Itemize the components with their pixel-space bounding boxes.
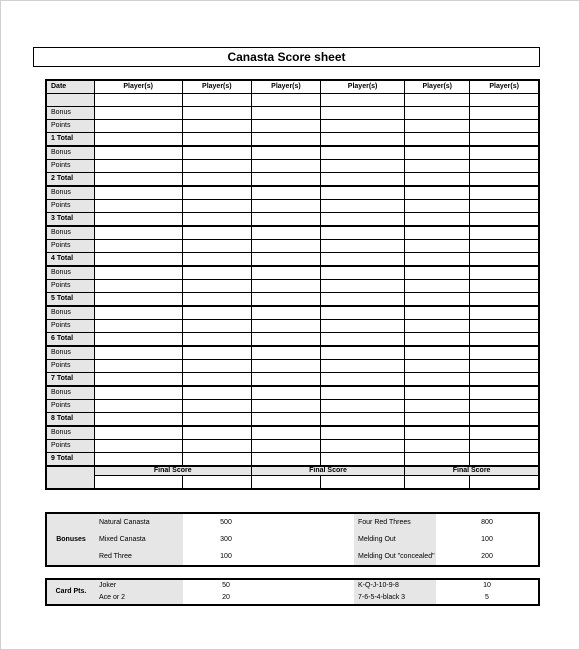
score-cell[interactable]: [470, 186, 539, 200]
row-label: Points: [46, 240, 94, 253]
score-cell[interactable]: [94, 440, 182, 453]
final-score-label: Final Score: [94, 466, 251, 476]
score-cell[interactable]: [470, 293, 539, 307]
item-name: Melding Out "concealed": [354, 548, 436, 565]
score-cell[interactable]: [251, 107, 320, 120]
table-row: [46, 240, 539, 253]
score-cell[interactable]: [251, 400, 320, 413]
table-row: [46, 453, 539, 467]
score-cell[interactable]: [405, 146, 470, 160]
score-cell[interactable]: [321, 360, 405, 373]
score-cell[interactable]: [321, 320, 405, 333]
score-cell[interactable]: [94, 226, 182, 240]
item-name: K-Q-J-10-9-8: [354, 580, 436, 592]
item-value: 800: [481, 518, 493, 526]
table-row: [46, 213, 539, 227]
score-cell[interactable]: [182, 120, 251, 133]
score-cell[interactable]: [182, 333, 251, 347]
score-cell[interactable]: [94, 426, 182, 440]
score-cell[interactable]: [405, 186, 470, 200]
score-cell[interactable]: [321, 173, 405, 187]
score-cell[interactable]: [470, 320, 539, 333]
player-header: Player(s): [470, 80, 539, 94]
final-score-cell[interactable]: [405, 476, 470, 490]
bonuses-table: [45, 512, 540, 567]
item-value: 500: [220, 518, 232, 526]
table-row: [46, 200, 539, 213]
score-cell[interactable]: [94, 146, 182, 160]
score-cell[interactable]: [321, 280, 405, 293]
score-cell[interactable]: [251, 440, 320, 453]
table-row: [47, 548, 538, 565]
score-cell[interactable]: [251, 413, 320, 427]
score-cell[interactable]: [405, 400, 470, 413]
score-cell[interactable]: [182, 107, 251, 120]
row-label: Bonus: [46, 306, 94, 320]
row-label: Points: [46, 200, 94, 213]
row-label: [46, 94, 94, 107]
table-row: [46, 293, 539, 307]
score-cell[interactable]: [94, 280, 182, 293]
score-cell[interactable]: [321, 240, 405, 253]
score-cell[interactable]: [321, 266, 405, 280]
score-cell[interactable]: [182, 373, 251, 387]
row-label: 3 Total: [46, 213, 94, 227]
score-cell[interactable]: [470, 240, 539, 253]
score-cell[interactable]: [251, 453, 320, 467]
score-cell[interactable]: [182, 200, 251, 213]
score-cell[interactable]: [405, 386, 470, 400]
score-cell[interactable]: [94, 293, 182, 307]
score-cell[interactable]: [405, 226, 470, 240]
final-score-label: Final Score: [405, 466, 539, 476]
item-value: 10: [483, 582, 491, 589]
score-cell[interactable]: [321, 400, 405, 413]
score-cell[interactable]: [94, 266, 182, 280]
score-cell[interactable]: [94, 200, 182, 213]
score-cell[interactable]: [94, 94, 182, 107]
spacer-cell: [269, 531, 354, 548]
score-cell[interactable]: [251, 426, 320, 440]
score-cell[interactable]: [182, 266, 251, 280]
score-cell[interactable]: [182, 453, 251, 467]
item-name: Natural Canasta: [95, 514, 183, 531]
score-cell[interactable]: [94, 173, 182, 187]
score-cell[interactable]: [405, 253, 470, 267]
score-cell[interactable]: [321, 306, 405, 320]
item-value: 100: [220, 552, 232, 560]
score-cell[interactable]: [182, 213, 251, 227]
score-cell[interactable]: [251, 360, 320, 373]
score-cell[interactable]: [405, 280, 470, 293]
score-cell[interactable]: [321, 94, 405, 107]
score-cell[interactable]: [405, 293, 470, 307]
item-name: Red Three: [95, 548, 183, 565]
score-cell[interactable]: [470, 373, 539, 387]
table-row: [46, 440, 539, 453]
row-label: Bonus: [46, 386, 94, 400]
score-cell[interactable]: [182, 94, 251, 107]
score-cell[interactable]: [321, 133, 405, 147]
score-cell[interactable]: [470, 440, 539, 453]
item-value: 200: [481, 552, 493, 560]
item-name: Joker: [95, 580, 183, 592]
row-label: 2 Total: [46, 173, 94, 187]
score-cell[interactable]: [321, 293, 405, 307]
final-score-cell[interactable]: [94, 476, 182, 490]
score-cell[interactable]: [470, 173, 539, 187]
table-row: [47, 580, 538, 592]
score-cell[interactable]: [182, 280, 251, 293]
row-label: Bonus: [46, 226, 94, 240]
table-row: [46, 94, 539, 107]
score-cell[interactable]: [182, 186, 251, 200]
score-cell[interactable]: [470, 280, 539, 293]
table-row: [46, 280, 539, 293]
score-cell[interactable]: [470, 107, 539, 120]
score-cell[interactable]: [470, 133, 539, 147]
score-cell[interactable]: [182, 253, 251, 267]
score-cell[interactable]: [405, 306, 470, 320]
score-cell[interactable]: [470, 200, 539, 213]
item-value: 300: [220, 535, 232, 543]
item-value: 50: [222, 582, 230, 589]
score-cell[interactable]: [251, 266, 320, 280]
score-cell[interactable]: [182, 400, 251, 413]
spacer-cell: [269, 592, 354, 604]
row-label: 8 Total: [46, 413, 94, 427]
score-cell[interactable]: [405, 333, 470, 347]
row-label: Points: [46, 360, 94, 373]
score-cell[interactable]: [251, 160, 320, 173]
score-cell[interactable]: [321, 373, 405, 387]
page-title: Canasta Score sheet: [33, 47, 540, 67]
spacer-cell: [269, 548, 354, 565]
score-cell[interactable]: [94, 240, 182, 253]
score-cell[interactable]: [182, 293, 251, 307]
score-cell[interactable]: [94, 133, 182, 147]
row-label: Bonus: [46, 426, 94, 440]
score-cell[interactable]: [470, 413, 539, 427]
score-cell[interactable]: [251, 306, 320, 320]
score-cell[interactable]: [94, 453, 182, 467]
score-cell[interactable]: [405, 426, 470, 440]
item-name: 7-6-5-4-black 3: [354, 592, 436, 604]
score-cell[interactable]: [94, 160, 182, 173]
score-cell[interactable]: [405, 373, 470, 387]
table-row: [46, 306, 539, 320]
score-cell[interactable]: [182, 346, 251, 360]
score-cell[interactable]: [182, 226, 251, 240]
table-row: [46, 373, 539, 387]
score-cell[interactable]: [251, 94, 320, 107]
table-row: [46, 320, 539, 333]
score-cell[interactable]: [94, 186, 182, 200]
score-cell[interactable]: [405, 160, 470, 173]
score-cell[interactable]: [321, 333, 405, 347]
score-cell[interactable]: [251, 253, 320, 267]
item-value: 5: [485, 594, 489, 601]
score-cell[interactable]: [321, 146, 405, 160]
player-header: Player(s): [251, 80, 320, 94]
table-row: [46, 107, 539, 120]
score-cell[interactable]: [251, 133, 320, 147]
row-label: 4 Total: [46, 253, 94, 267]
score-cell[interactable]: [321, 426, 405, 440]
score-cell[interactable]: [470, 253, 539, 267]
score-cell[interactable]: [405, 94, 470, 107]
row-label: Bonus: [46, 186, 94, 200]
score-cell[interactable]: [470, 94, 539, 107]
item-value: 100: [481, 535, 493, 543]
table-row: [47, 592, 538, 604]
score-cell[interactable]: [251, 173, 320, 187]
section-caption: Bonuses: [47, 514, 95, 565]
table-row: [46, 266, 539, 280]
score-cell[interactable]: [405, 240, 470, 253]
table-row: [46, 186, 539, 200]
score-cell[interactable]: [321, 213, 405, 227]
table-row: [46, 253, 539, 267]
score-cell[interactable]: [251, 146, 320, 160]
score-cell[interactable]: [182, 240, 251, 253]
row-label: 6 Total: [46, 333, 94, 347]
table-row: [46, 160, 539, 173]
score-cell[interactable]: [405, 200, 470, 213]
score-cell[interactable]: [405, 453, 470, 467]
score-cell[interactable]: [321, 200, 405, 213]
score-cell[interactable]: [470, 453, 539, 467]
score-cell[interactable]: [94, 120, 182, 133]
score-cell[interactable]: [470, 386, 539, 400]
table-row: [46, 333, 539, 347]
score-cell[interactable]: [251, 320, 320, 333]
score-cell[interactable]: [470, 120, 539, 133]
final-score-row: [46, 466, 539, 476]
score-cell[interactable]: [251, 213, 320, 227]
item-name: Mixed Canasta: [95, 531, 183, 548]
row-label: 1 Total: [46, 133, 94, 147]
row-label: Points: [46, 120, 94, 133]
score-cell[interactable]: [94, 253, 182, 267]
score-cell[interactable]: [321, 253, 405, 267]
table-row: [47, 514, 538, 531]
score-cell[interactable]: [94, 386, 182, 400]
score-cell[interactable]: [470, 360, 539, 373]
score-cell[interactable]: [251, 226, 320, 240]
score-cell[interactable]: [470, 213, 539, 227]
header-row: [46, 80, 539, 94]
score-cell[interactable]: [405, 133, 470, 147]
score-cell[interactable]: [321, 346, 405, 360]
score-cell[interactable]: [182, 320, 251, 333]
final-score-cell[interactable]: [470, 476, 539, 490]
table-row: [46, 360, 539, 373]
score-cell[interactable]: [470, 146, 539, 160]
row-label: Points: [46, 280, 94, 293]
score-cell[interactable]: [94, 360, 182, 373]
score-cell[interactable]: [405, 266, 470, 280]
score-cell[interactable]: [182, 413, 251, 427]
score-cell[interactable]: [251, 200, 320, 213]
row-label: Points: [46, 440, 94, 453]
score-cell[interactable]: [321, 453, 405, 467]
row-label: Bonus: [46, 146, 94, 160]
score-cell[interactable]: [470, 160, 539, 173]
score-cell[interactable]: [470, 400, 539, 413]
score-cell[interactable]: [321, 440, 405, 453]
table-row: [46, 226, 539, 240]
final-score-cell[interactable]: [182, 476, 251, 490]
table-row: [46, 146, 539, 160]
score-cell[interactable]: [182, 360, 251, 373]
score-cell[interactable]: [94, 306, 182, 320]
score-cell[interactable]: [405, 213, 470, 227]
score-cell[interactable]: [405, 320, 470, 333]
table-row: [46, 173, 539, 187]
score-cell[interactable]: [321, 160, 405, 173]
row-label: Points: [46, 320, 94, 333]
row-label: 5 Total: [46, 293, 94, 307]
player-header: Player(s): [405, 80, 470, 94]
score-cell[interactable]: [470, 306, 539, 320]
score-cell[interactable]: [405, 360, 470, 373]
score-cell[interactable]: [251, 333, 320, 347]
section-caption: Card Pts.: [47, 580, 95, 604]
score-cell[interactable]: [94, 413, 182, 427]
score-cell[interactable]: [251, 120, 320, 133]
score-cell[interactable]: [321, 226, 405, 240]
score-cell[interactable]: [470, 333, 539, 347]
score-cell[interactable]: [182, 306, 251, 320]
score-cell[interactable]: [321, 186, 405, 200]
date-header: Date: [46, 80, 94, 94]
score-cell[interactable]: [470, 266, 539, 280]
row-label: Points: [46, 160, 94, 173]
score-cell[interactable]: [321, 107, 405, 120]
player-header: Player(s): [94, 80, 182, 94]
score-cell[interactable]: [405, 413, 470, 427]
score-cell[interactable]: [405, 120, 470, 133]
player-header: Player(s): [182, 80, 251, 94]
score-cell[interactable]: [251, 386, 320, 400]
table-row: [46, 346, 539, 360]
score-cell[interactable]: [94, 373, 182, 387]
score-cell[interactable]: [94, 346, 182, 360]
score-cell[interactable]: [182, 146, 251, 160]
score-cell[interactable]: [182, 386, 251, 400]
final-score-label: Final Score: [251, 466, 404, 476]
row-label: 9 Total: [46, 453, 94, 467]
score-cell[interactable]: [470, 226, 539, 240]
table-row: [46, 120, 539, 133]
item-name: Melding Out: [354, 531, 436, 548]
row-label: Bonus: [46, 107, 94, 120]
final-score-label-cell: [46, 466, 94, 489]
score-cell[interactable]: [182, 160, 251, 173]
score-cell[interactable]: [321, 120, 405, 133]
score-cell[interactable]: [182, 173, 251, 187]
score-cell[interactable]: [182, 133, 251, 147]
score-cell[interactable]: [94, 213, 182, 227]
spacer-cell: [269, 580, 354, 592]
spacer-cell: [269, 514, 354, 531]
table-row: [46, 133, 539, 147]
table-row: [46, 386, 539, 400]
score-cell[interactable]: [321, 413, 405, 427]
score-cell[interactable]: [251, 186, 320, 200]
score-cell[interactable]: [405, 173, 470, 187]
final-score-values-row: [46, 476, 539, 490]
score-cell[interactable]: [405, 107, 470, 120]
score-cell[interactable]: [251, 240, 320, 253]
score-cell[interactable]: [94, 333, 182, 347]
score-cell[interactable]: [251, 280, 320, 293]
score-cell[interactable]: [405, 346, 470, 360]
score-cell[interactable]: [94, 320, 182, 333]
score-cell[interactable]: [321, 386, 405, 400]
item-name: Four Red Threes: [354, 514, 436, 531]
table-row: [46, 400, 539, 413]
score-grid: [45, 79, 540, 490]
player-header: Player(s): [321, 80, 405, 94]
score-cell[interactable]: [182, 426, 251, 440]
score-cell[interactable]: [251, 373, 320, 387]
row-label: Points: [46, 400, 94, 413]
item-name: Ace or 2: [95, 592, 183, 604]
item-value: 20: [222, 594, 230, 601]
table-row: [46, 426, 539, 440]
score-cell[interactable]: [94, 107, 182, 120]
table-row: [47, 531, 538, 548]
row-label: Bonus: [46, 266, 94, 280]
final-score-cell[interactable]: [251, 476, 320, 490]
score-cell[interactable]: [251, 346, 320, 360]
score-cell[interactable]: [182, 440, 251, 453]
table-row: [46, 413, 539, 427]
row-label: 7 Total: [46, 373, 94, 387]
score-cell[interactable]: [470, 346, 539, 360]
score-cell[interactable]: [470, 426, 539, 440]
score-cell[interactable]: [251, 293, 320, 307]
row-label: Bonus: [46, 346, 94, 360]
score-cell[interactable]: [405, 440, 470, 453]
card-points-table: [45, 578, 540, 606]
score-cell[interactable]: [94, 400, 182, 413]
final-score-cell[interactable]: [321, 476, 405, 490]
